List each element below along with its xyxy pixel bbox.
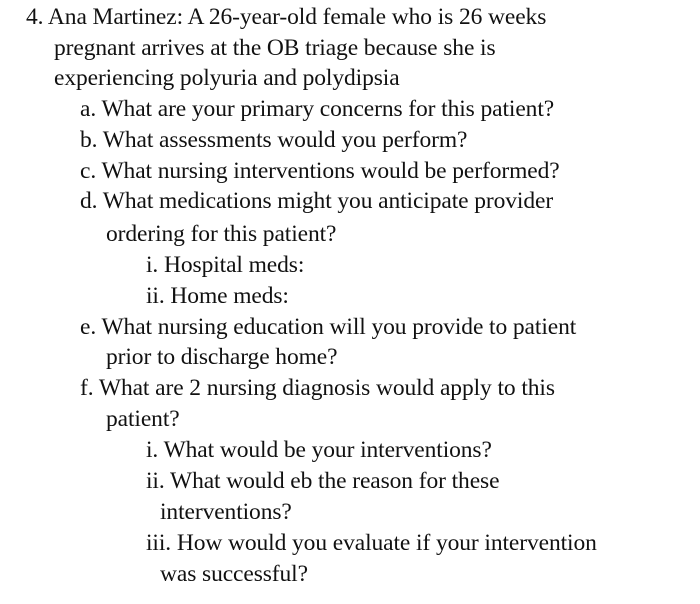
subquestion-f-text-line-1: What are 2 nursing diagnosis would apply to this	[98, 375, 555, 401]
question-intro-line-1: Ana Martinez: A 26-year-old female who is 26 weeks	[47, 4, 547, 30]
subquestion-b	[80, 129, 467, 153]
subquestion-f-marker: f.	[80, 375, 94, 401]
subquestion-f-i-text: What would be your interventions?	[163, 437, 492, 463]
subquestion-f	[80, 377, 555, 401]
subquestion-c-marker: c.	[80, 158, 97, 184]
subquestion-e	[80, 316, 576, 340]
subquestion-d-text-line-2: ordering for this patient?	[106, 221, 337, 247]
subquestion-f-ii-marker: ii.	[146, 468, 165, 494]
subquestion-e-text-line-2: prior to discharge home?	[106, 344, 338, 370]
subquestion-b-marker: b.	[80, 127, 98, 153]
question-heading-line-1	[26, 6, 546, 30]
subquestion-f-iii	[146, 532, 597, 556]
subquestion-d-ii-marker: ii.	[146, 283, 165, 309]
subquestion-a	[80, 98, 554, 122]
subquestion-a-text: What are your primary concerns for this patient?	[101, 96, 555, 122]
subquestion-a-marker: a.	[80, 96, 97, 122]
subquestion-d	[80, 190, 553, 214]
question-intro-line-2: pregnant arrives at the OB triage because she is	[54, 35, 496, 61]
subquestion-f-iii-text-line-1: How would you evaluate if your intervention	[176, 530, 597, 556]
subquestion-b-text: What assessments would you perform?	[102, 127, 468, 153]
subquestion-f-ii-text-line-2: interventions?	[160, 499, 292, 525]
subquestion-f-ii	[146, 470, 499, 494]
subquestion-d-ii	[146, 285, 289, 309]
subquestion-c	[80, 160, 560, 184]
subquestion-f-iii-marker: iii.	[146, 530, 172, 556]
subquestion-c-text: What nursing interventions would be performed?	[101, 158, 560, 184]
subquestion-f-text-line-2: patient?	[106, 406, 180, 432]
subquestion-d-ii-text: Home meds:	[170, 283, 289, 309]
subquestion-f-i	[146, 439, 492, 463]
subquestion-f-iii-text-line-2: was successful?	[160, 561, 308, 587]
subquestion-d-text-line-1: What medications might you anticipate provider	[102, 188, 554, 214]
subquestion-d-i-text: Hospital meds:	[164, 252, 305, 278]
subquestion-f-i-marker: i.	[146, 437, 159, 463]
question-intro-line-3: experiencing polyuria and polydipsia	[54, 65, 400, 91]
question-number: 4.	[26, 4, 44, 30]
subquestion-d-marker: d.	[80, 188, 98, 214]
subquestion-e-marker: e.	[80, 314, 97, 340]
subquestion-e-text-line-1: What nursing education will you provide to patient	[101, 314, 577, 340]
subquestion-d-i-marker: i.	[146, 252, 159, 278]
subquestion-d-i	[146, 254, 304, 278]
subquestion-f-ii-text-line-1: What would eb the reason for these	[170, 468, 500, 494]
